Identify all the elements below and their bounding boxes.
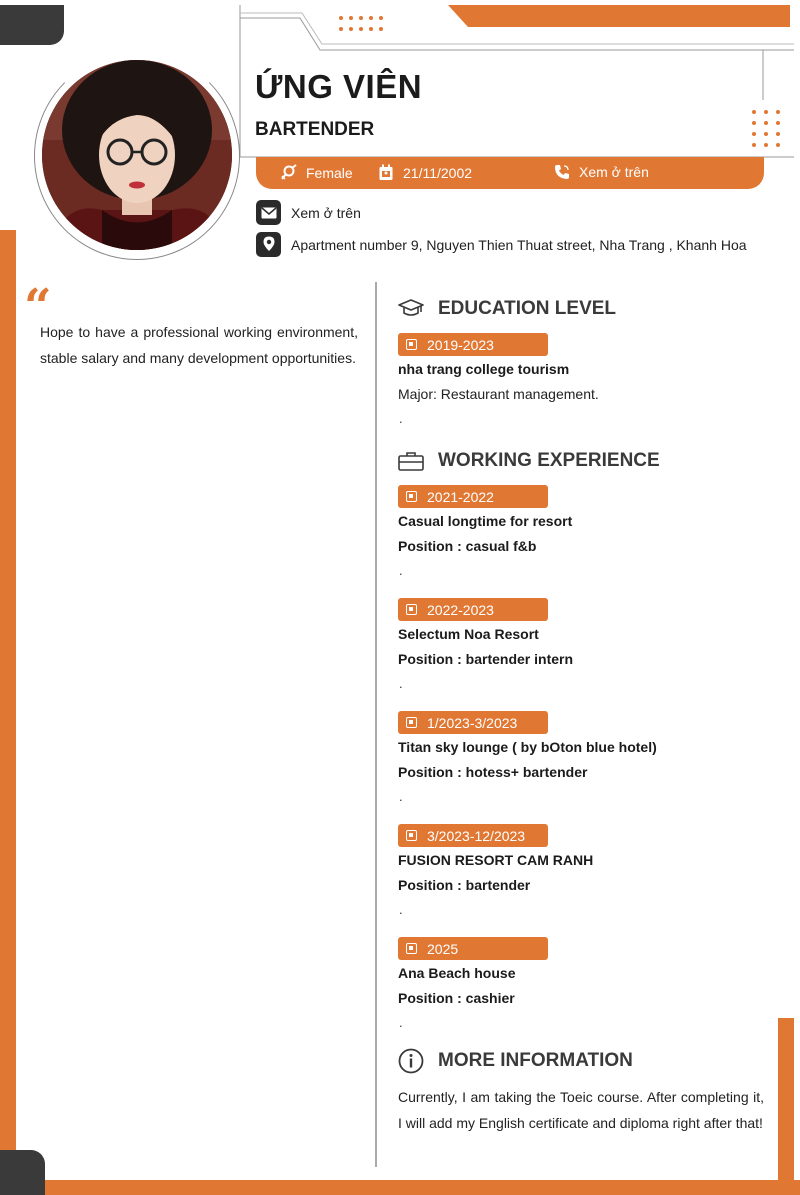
left-accent-bar: [0, 230, 16, 1195]
education-major: Major: Restaurant management.: [398, 386, 599, 402]
job-title: BARTENDER: [255, 119, 375, 140]
more-info-text: Currently, I am taking the Toeic course. After completing it, I will add my English certificate and diploma right after that!: [398, 1089, 764, 1131]
period-icon: [406, 491, 417, 502]
birthdate-value: 21/11/2002: [403, 164, 473, 181]
gender-item: [280, 164, 353, 181]
right-accent-bar: [778, 1018, 794, 1188]
education-period: 2019-2023: [427, 336, 494, 353]
experience-period: 1/2023-3/2023: [427, 714, 518, 731]
experience-title: WORKING EXPERIENCE: [438, 450, 660, 471]
graduation-cap-icon: [398, 298, 424, 320]
career-objective: Hope to have a professional working environment, stable salary and many development opportunities.: [40, 324, 358, 366]
birthdate-item: [378, 164, 472, 181]
experience-period: 2022-2023: [427, 601, 494, 618]
experience-company: Casual longtime for resort: [398, 513, 573, 529]
period-icon: [406, 604, 417, 615]
info-icon: [398, 1048, 424, 1074]
briefcase-icon: [398, 451, 424, 471]
personal-info-bar: [256, 157, 764, 189]
email-value: Xem ở trên: [291, 204, 361, 221]
experience-position: Position : casual f&b: [398, 538, 537, 554]
experience-period-badge: [398, 711, 548, 734]
experience-company: Ana Beach house: [398, 965, 516, 981]
period-icon: [406, 339, 417, 350]
experience-period-badge: [398, 937, 548, 960]
experience-period-badge: [398, 598, 548, 621]
experience-company: Selectum Noa Resort: [398, 626, 539, 642]
experience-company: Titan sky lounge ( by bOton blue hotel): [398, 739, 657, 755]
period-icon: [406, 717, 417, 728]
corner-decoration-bottom-left: [0, 1150, 45, 1195]
experience-note: .: [399, 1015, 403, 1030]
gender-icon: [280, 164, 297, 181]
period-icon: [406, 943, 417, 954]
mail-icon: [256, 200, 281, 225]
column-divider: [375, 282, 377, 1167]
experience-position: Position : hotess+ bartender: [398, 764, 588, 780]
quote-icon: “: [24, 279, 52, 335]
address-row: [256, 232, 747, 257]
candidate-name: ỨNG VIÊN: [255, 68, 423, 105]
phone-item: [554, 164, 649, 180]
education-title: EDUCATION LEVEL: [438, 298, 617, 319]
experience-note: .: [399, 902, 403, 917]
candidate-photo: [42, 60, 232, 250]
period-icon: [406, 830, 417, 841]
email-row: [256, 200, 361, 225]
experience-position: Position : bartender: [398, 877, 531, 893]
more-info-title: MORE INFORMATION: [438, 1050, 633, 1071]
experience-period: 2021-2022: [427, 488, 494, 505]
gender-value: Female: [306, 164, 353, 181]
bottom-accent-bar: [0, 1180, 800, 1195]
education-school: nha trang college tourism: [398, 361, 570, 377]
calendar-icon: [378, 164, 394, 181]
experience-period-badge: [398, 824, 548, 847]
education-period-badge: [398, 333, 548, 356]
experience-heading: [398, 450, 660, 472]
experience-note: .: [399, 676, 403, 691]
phone-icon: [554, 164, 570, 180]
experience-note: .: [399, 789, 403, 804]
experience-company: FUSION RESORT CAM RANH: [398, 852, 594, 868]
dot-grid-top: [339, 16, 383, 31]
education-heading: [398, 298, 616, 320]
dot-grid-right: [752, 110, 780, 147]
experience-period: 3/2023-12/2023: [427, 827, 526, 844]
more-info-heading: [398, 1048, 633, 1074]
experience-note: .: [399, 563, 403, 578]
location-icon: [256, 232, 281, 257]
address-value: Apartment number 9, Nguyen Thien Thuat street, Nha Trang , Khanh Hoa: [291, 236, 747, 253]
experience-period-badge: [398, 485, 548, 508]
experience-period: 2025: [427, 940, 459, 957]
education-note: .: [399, 411, 403, 426]
phone-value: Xem ở trên: [579, 164, 649, 180]
experience-position: Position : bartender intern: [398, 651, 574, 667]
experience-position: Position : cashier: [398, 990, 515, 1006]
